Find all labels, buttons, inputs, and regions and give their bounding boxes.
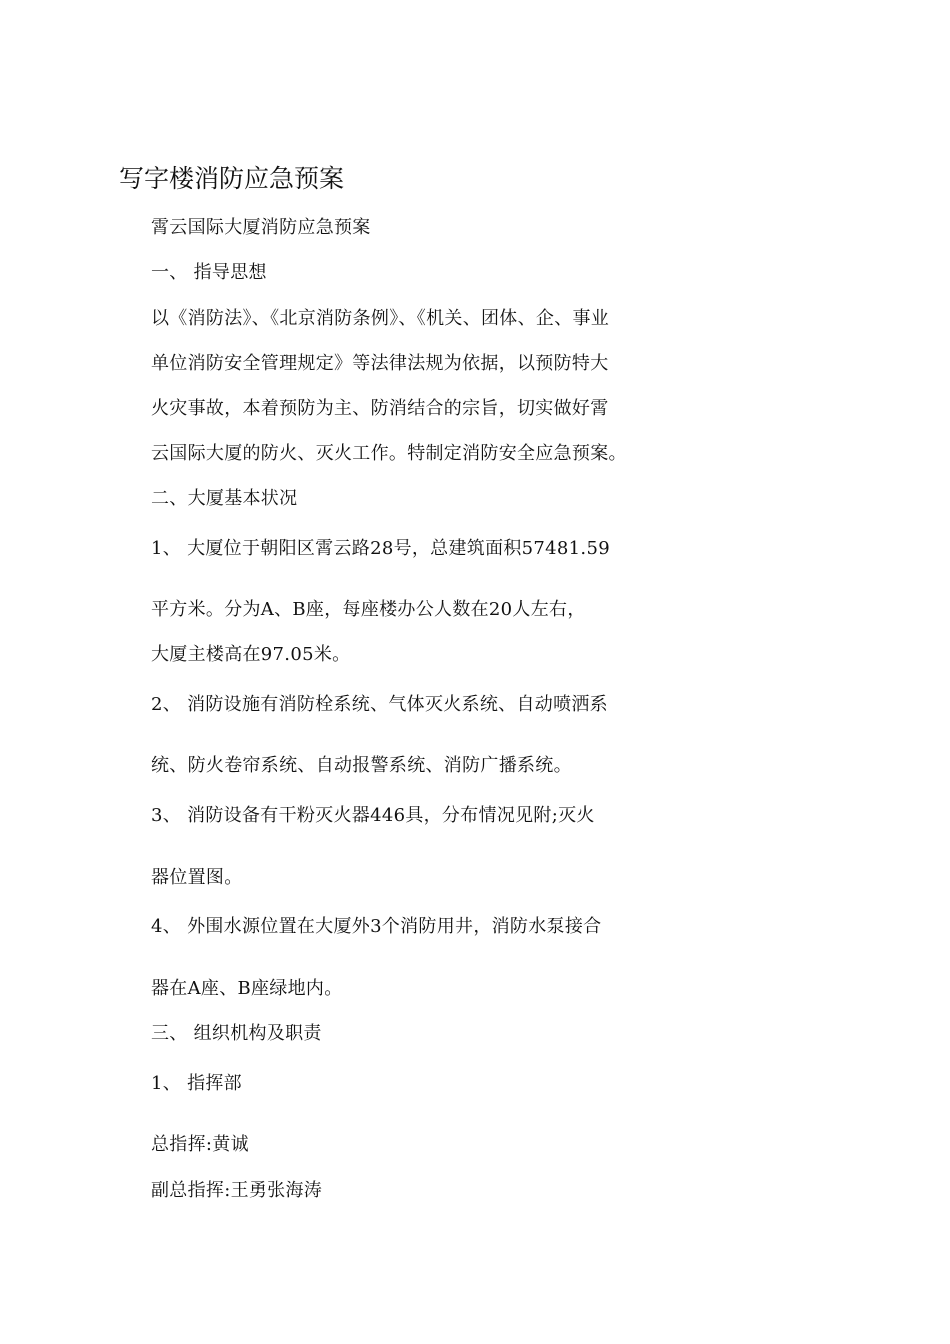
paragraph-line: 副总指挥:王勇张海涛 — [151, 1180, 323, 1201]
paragraph-line: 以《消防法》、《北京消防条例》、《机关、团体、企、事业 — [151, 308, 610, 329]
paragraph-line: 大厦主楼高在97.05米。 — [151, 644, 351, 665]
subtitle: 霄云国际大厦消防应急预案 — [151, 217, 371, 238]
section-heading-1: 一、 指导思想 — [151, 262, 267, 283]
paragraph-line: 平方米。分为A、B座，每座楼办公人数在20人左右， — [151, 599, 586, 620]
paragraph-line: 火灾事故，本着预防为主、防消结合的宗旨，切实做好霄 — [151, 398, 609, 419]
paragraph-line: 总指挥:黄诚 — [151, 1134, 249, 1155]
paragraph-line: 器在A座、B座绿地内。 — [151, 978, 343, 999]
section-heading-3: 三、 组织机构及职责 — [151, 1023, 322, 1044]
paragraph-line: 器位置图。 — [151, 867, 243, 888]
list-item: 1、 大厦位于朝阳区霄云路28号，总建筑面积57481.59 — [151, 538, 610, 559]
section-heading-2: 二、大厦基本状况 — [151, 488, 298, 509]
paragraph-line: 统、防火卷帘系统、自动报警系统、消防广播系统。 — [151, 755, 572, 776]
list-item: 4、 外围水源位置在大厦外3个消防用井，消防水泵接合 — [151, 916, 602, 937]
list-item: 1、 指挥部 — [151, 1073, 242, 1094]
list-item: 3、 消防设备有干粉灭火器446具，分布情况见附;灭火 — [151, 805, 595, 826]
list-item: 2、 消防设施有消防栓系统、气体灭火系统、自动喷洒系 — [151, 694, 608, 715]
paragraph-line: 云国际大厦的防火、灭火工作。特制定消防安全应急预案。 — [151, 443, 627, 464]
paragraph-line: 单位消防安全管理规定》等法律法规为依据，以预防特大 — [151, 353, 609, 374]
document-title: 写字楼消防应急预案 — [119, 164, 345, 193]
